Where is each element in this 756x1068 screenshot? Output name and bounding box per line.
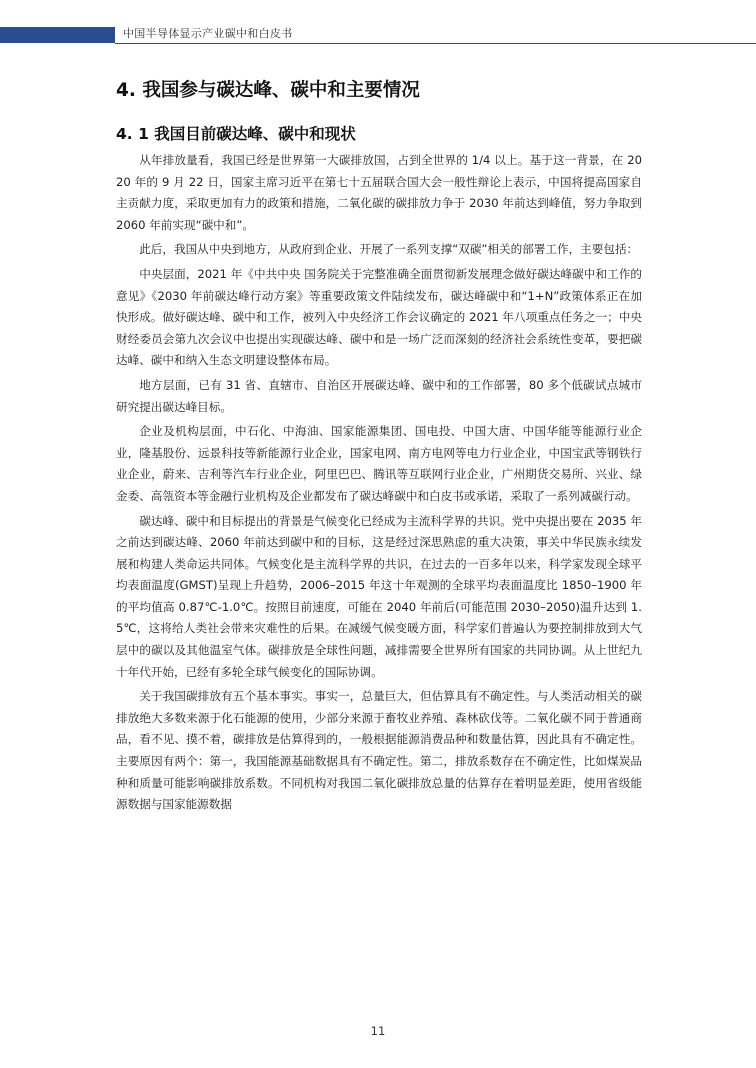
body-text [116, 150, 642, 819]
paragraph: 中央层面，2021 年《中共中央 国务院关于完整准确全面贯彻新发展理念做好碳达峰碳中和工作的意见》《2030 年前碳达峰行动方案》等重要政策文件陆续发布，碳达峰碳中和“1+N”政策体系正在加快形成。做好碳达峰、碳中和工作，被列入中央经济工作会议确定的 2021 年八项重点任务之一；中央财经委员会第九次会议中也提出实现碳达峰、碳中和是一场广泛而深刻的经济社会系统性变革，要把碳达峰、碳中和纳入生态文明建设整体布局。 [116, 266, 642, 368]
section-heading: 4. 我国参与碳达峰、碳中和主要情况 [116, 80, 420, 101]
paragraph: 此后，我国从中央到地方，从政府到企业、开展了一系列支撑“双碳”相关的部署工作，主要包括： [139, 242, 639, 257]
header-title: 中国半导体显示产业碳中和白皮书 [123, 27, 293, 40]
page-number: 11 [370, 1024, 386, 1038]
header-rule [115, 43, 756, 44]
page-header [0, 22, 756, 44]
paragraph: 碳达峰、碳中和目标提出的背景是气候变化已经成为主流科学界的共识。党中央提出要在 2035 年之前达到碳达峰、2060 年前达到碳中和的目标，这是经过深思熟虑的重大决策，事关中华民族永续发展和构建人类命运共同体。气候变化是主流科学界的共识，在过去的一百多年以来，科学家发现全球平均表面温度(GMST)呈现上升趋势，2006–2015 年这十年观测的全球平均表面温度比 1850–1900 年的平均值高 0.87℃-1.0℃。按照目前速度，可能在 2040 年前后(可能范围 2030–2050)温升达到 1.5℃，这将给人类社会带来灾难性的后果。在减缓气候变暖方面，科学家们普遍认为要控制排放到大气层中的碳以及其他温室气体。碳排放是全球性问题，减排需要全世界所有国家的共同协调。从上世纪九十年代开始，已经有多轮全球气候变化的国际协调。 [116, 513, 642, 679]
paragraph: 关于我国碳排放有五个基本事实。事实一，总量巨大，但估算具有不确定性。与人类活动相关的碳排放绝大多数来源于化石能源的使用，少部分来源于畜牧业养殖、森林砍伐等。二氧化碳不同于普通商品，看不见、摸不着，碳排放是估算得到的，一般根据能源消费品种和数量估算，因此具有不确定性。主要原因有两个：第一，我国能源基础数据具有不确定性。第二，排放系数存在不确定性，比如煤炭品种和质量可能影响碳排放系数。不同机构对我国二氧化碳排放总量的估算存在着明显差距，使用省级能源数据与国家能源数据 [116, 689, 642, 812]
header-accent-bar [0, 27, 115, 43]
paragraph: 从年排放量看，我国已经是世界第一大碳排放国，占到全世界的 1/4 以上。基于这一背景，在 2020 年的 9 月 22 日，国家主席习近平在第七十五届联合国大会一般性辩论上表示，中国将提高国家自主贡献力度，采取更加有力的政策和措施，二氧化碳的碳排放力争于 2030 年前达到峰值，努力争取到 2060 年前实现“碳中和”。 [116, 153, 642, 232]
subsection-heading: 4. 1 我国目前碳达峰、碳中和现状 [116, 125, 356, 143]
paragraph: 企业及机构层面，中石化、中海油、国家能源集团、国电投、中国大唐、中国华能等能源行业企业，隆基股份、远景科技等新能源行业企业，国家电网、南方电网等电力行业企业，中国宝武等钢铁行业企业，蔚来、吉利等汽车行业企业，阿里巴巴、腾讯等互联网行业企业，广州期货交易所、兴业、绿金委、高瓴资本等金融行业机构及企业都发布了碳达峰碳中和白皮书或承诺，采取了一系列减碳行动。 [116, 424, 642, 503]
paragraph: 地方层面，已有 31 省、直辖市、自治区开展碳达峰、碳中和的工作部署，80 多个低碳试点城市研究提出碳达峰目标。 [116, 377, 642, 414]
